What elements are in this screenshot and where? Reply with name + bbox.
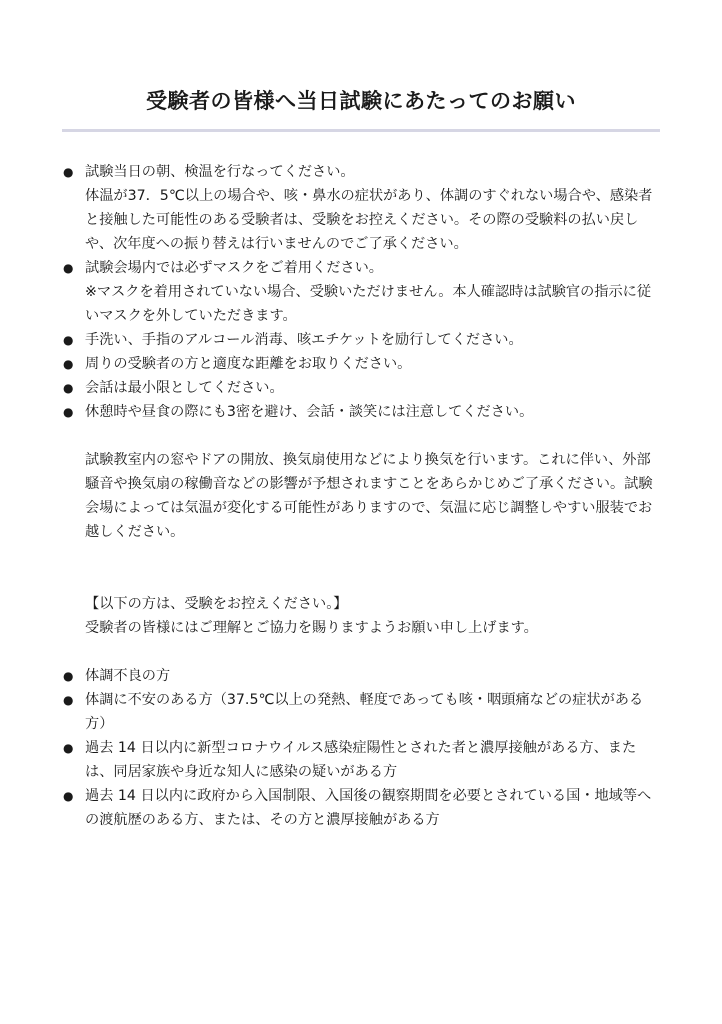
restriction-list — [62, 664, 662, 832]
item-detail: 体温が37．5℃以上の場合や、咳・鼻水の症状があり、体調のすぐれない場合や、感染者と接触した可能性のある受験者は、受験をお控えください。その際の受験料の払い戻しや、次年度への振り替えは行いませんのでご了承ください。 — [85, 188, 653, 252]
ventilation-note: 試験教室内の窓やドアの開放、換気扇使用などにより換気を行います。これに伴い、外部騒音や換気扇の稼働音などの影響が予想されますことをあらかじめご了承ください。試験会場によっては気温が変化する可能性がありますので、気温に応じ調整しやすい服装でお越しください。 — [85, 452, 653, 540]
list-item — [62, 256, 662, 328]
item-heading: 周りの受験者の方と適度な距離をお取りください。 — [85, 356, 412, 372]
list-item — [62, 376, 662, 400]
restriction-heading: 【以下の方は、受験をお控えください。】 — [85, 596, 348, 612]
item-detail: ※マスクを着用されていない場合、受験いただけません。本人確認時は試験官の指示に従いマスクを外していただきます。 — [85, 284, 652, 324]
bullet-icon: ● — [63, 261, 74, 275]
list-item — [62, 736, 662, 784]
list-item — [62, 328, 662, 352]
restriction-request: 受験者の皆様にはご理解とご協力を賜りますようお願い申し上げます。 — [85, 620, 538, 636]
list-item — [62, 688, 662, 736]
bullet-icon: ● — [63, 357, 74, 371]
bullet-icon: ● — [63, 669, 74, 683]
list-item — [62, 784, 662, 832]
list-item — [62, 400, 662, 424]
item-heading: 休憩時や昼食の際にも3密を避け、会話・談笑には注意してください。 — [85, 404, 534, 420]
restriction-item: 体調に不安のある方（37.5℃以上の発熱、軽度であっても咳・咽頭痛などの症状がある方） — [85, 692, 644, 732]
item-heading: 手洗い、手指のアルコール消毒、咳エチケットを励行してください。 — [85, 332, 523, 348]
list-item — [62, 352, 662, 376]
restriction-item: 体調不良の方 — [85, 668, 171, 684]
title-divider — [62, 129, 660, 132]
restriction-item: 過去 14 日以内に新型コロナウイルス感染症陽性とされた者と濃厚接触がある方、または、同居家族や身近な知人に感染の疑いがある方 — [85, 740, 637, 780]
bullet-icon: ● — [63, 333, 74, 347]
bullet-icon: ● — [63, 741, 74, 755]
list-item — [62, 160, 662, 256]
bullet-icon: ● — [63, 405, 74, 419]
bullet-icon: ● — [63, 381, 74, 395]
bullet-icon: ● — [63, 693, 74, 707]
precaution-list — [62, 160, 662, 424]
item-heading: 試験当日の朝、検温を行なってください。 — [85, 164, 355, 180]
page-title: 受験者の皆様へ当日試験にあたってのお願い — [146, 89, 576, 113]
list-item — [62, 664, 662, 688]
item-heading: 試験会場内では必ずマスクをご着用ください。 — [85, 260, 383, 276]
bullet-icon: ● — [63, 165, 74, 179]
restriction-item: 過去 14 日以内に政府から入国制限、入国後の観察期間を必要とされている国・地域等への渡航歴のある方、または、その方と濃厚接触がある方 — [85, 788, 652, 828]
bullet-icon: ● — [63, 789, 74, 803]
notice-body — [62, 160, 662, 832]
item-heading: 会話は最小限としてください。 — [85, 380, 284, 396]
